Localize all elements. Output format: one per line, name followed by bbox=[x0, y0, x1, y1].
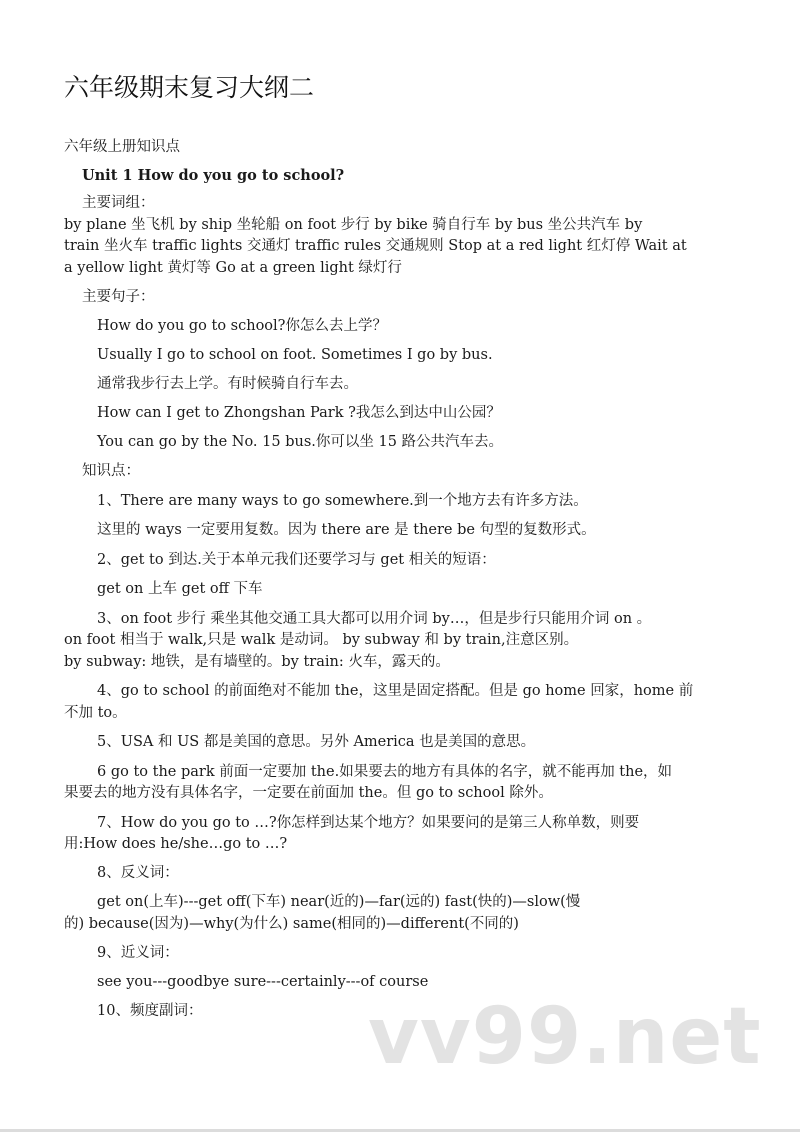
document-title: 六年级期末复习大纲二 bbox=[64, 73, 315, 102]
knowledge-line: 的) because(因为)—why(为什么) same(相同的)—different(不同的) bbox=[64, 916, 519, 932]
unit-heading: Unit 1 How do you go to school? bbox=[82, 167, 345, 184]
phrases-line: by plane 坐飞机 by ship 坐轮船 on foot 步行 by bike 骑自行车 by bus 坐公共汽车 by bbox=[64, 217, 643, 233]
knowledge-line: 9、近义词： bbox=[97, 945, 179, 961]
knowledge-line: 7、How do you go to …?你怎样到达某个地方？如果要问的是第三人称单数，则要 bbox=[97, 815, 640, 831]
sentence-line: Usually I go to school on foot. Sometimes I go by bus. bbox=[97, 347, 493, 363]
section-subtitle: 六年级上册知识点 bbox=[64, 139, 180, 155]
phrases-heading: 主要词组： bbox=[82, 195, 155, 211]
sentence-line: How do you go to school?你怎么去上学？ bbox=[97, 318, 387, 334]
knowledge-line: 5、USA 和 US 都是美国的意思。另外 America 也是美国的意思。 bbox=[97, 734, 536, 750]
knowledge-line: get on(上车)---get off(下车) near(近的)—far(远的) fast(快的)—slow(慢 bbox=[97, 894, 581, 910]
knowledge-line: 6 go to the park 前面一定要加 the.如果要去的地方有具体的名字，就不能再加 the，如 bbox=[97, 764, 673, 780]
knowledge-line: see you---goodbye sure---certainly---of course bbox=[97, 974, 429, 990]
sentence-line: You can go by the No. 15 bus.你可以坐 15 路公共汽车去。 bbox=[97, 434, 504, 450]
knowledge-line: 用:How does he/she…go to …? bbox=[64, 836, 288, 852]
knowledge-line: 4、go to school 的前面绝对不能加 the，这里是固定搭配。但是 go home 回家，home 前 bbox=[97, 683, 694, 699]
phrases-line: train 坐火车 traffic lights 交通灯 traffic rules 交通规则 Stop at a red light 红灯停 Wait at bbox=[64, 238, 687, 254]
phrases-line: a yellow light 黄灯等 Go at a green light 绿灯行 bbox=[64, 260, 402, 276]
knowledge-line: 2、get to 到达.关于本单元我们还要学习与 get 相关的短语： bbox=[97, 552, 496, 568]
knowledge-line: 8、反义词： bbox=[97, 865, 179, 881]
knowledge-line: by subway: 地铁，是有墙壁的。by train: 火车，露天的。 bbox=[64, 654, 450, 670]
page-bottom-border bbox=[0, 1129, 800, 1132]
knowledge-line: 3、on foot 步行 乘坐其他交通工具大都可以用介词 by…，但是步行只能用介词 on 。 bbox=[97, 611, 652, 627]
knowledge-line: 10、频度副词： bbox=[97, 1003, 203, 1019]
knowledge-line: 果要去的地方没有具体名字，一定要在前面加 the。但 go to school 除外。 bbox=[64, 785, 553, 801]
knowledge-line: 这里的 ways 一定要用复数。因为 there are 是 there be 句型的复数形式。 bbox=[97, 522, 596, 538]
knowledge-line: get on 上车 get off 下车 bbox=[97, 581, 263, 597]
knowledge-heading: 知识点： bbox=[82, 463, 140, 479]
sentences-heading: 主要句子： bbox=[82, 289, 155, 305]
knowledge-line: on foot 相当于 walk,只是 walk 是动词。 by subway 和 by train,注意区别。 bbox=[64, 632, 579, 648]
watermark: vv99.net bbox=[368, 992, 762, 1082]
sentence-line: 通常我步行去上学。有时候骑自行车去。 bbox=[97, 376, 358, 392]
knowledge-line: 1、There are many ways to go somewhere.到一个地方去有许多方法。 bbox=[97, 493, 588, 509]
sentence-line: How can I get to Zhongshan Park ?我怎么到达中山公园？ bbox=[97, 405, 501, 421]
knowledge-line: 不加 to。 bbox=[64, 705, 127, 721]
